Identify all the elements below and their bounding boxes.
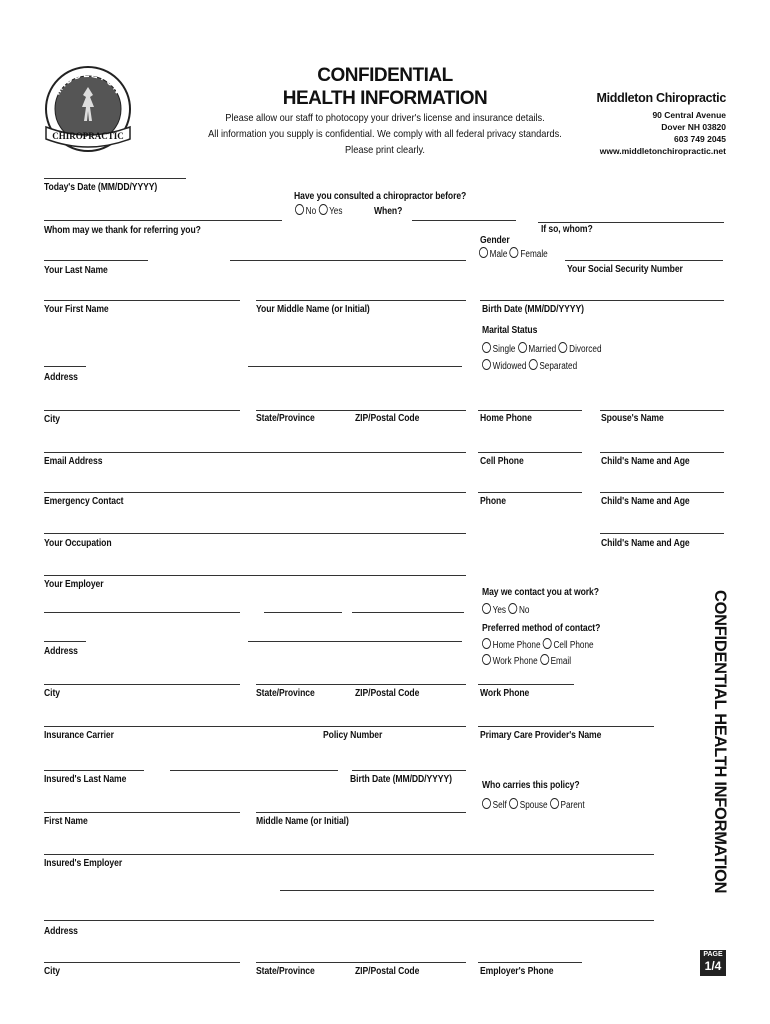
side-title: CONFIDENTIAL HEALTH INFORMATION: [711, 590, 729, 894]
consulted-label: Have you consulted a chiropractor before?: [294, 190, 467, 202]
zip-label: ZIP/Postal Code: [355, 412, 420, 424]
insured-zip-label: ZIP/Postal Code: [355, 965, 420, 977]
radio-icon[interactable]: [482, 342, 491, 353]
child1-label: Child's Name and Age: [601, 455, 690, 467]
radio-icon[interactable]: [510, 247, 519, 258]
radio-icon[interactable]: [529, 359, 538, 370]
insured-city-label: City: [44, 965, 60, 977]
if-so-whom-label: If so, whom?: [541, 223, 593, 235]
radio-icon[interactable]: [295, 204, 304, 215]
home-phone-label: Home Phone: [480, 412, 532, 424]
preferred-options-row1[interactable]: Home Phone Cell Phone: [482, 638, 594, 651]
radio-icon[interactable]: [482, 359, 491, 370]
insurance-carrier-label: Insurance Carrier: [44, 729, 114, 741]
city-label: City: [44, 413, 60, 425]
primary-care-label: Primary Care Provider's Name: [480, 729, 602, 741]
insured-address-label: Address: [44, 925, 78, 937]
employer-city-label: City: [44, 687, 60, 699]
clinic-info: Middleton Chiropractic 90 Central Avenue Dover NH 03820 603 749 2045 www.middletonchiropractic.net: [596, 91, 726, 156]
birth-date-label: Birth Date (MM/DD/YYYY): [482, 303, 584, 315]
marital-options-row2[interactable]: Widowed Separated: [482, 359, 577, 372]
state-label: State/Province: [256, 412, 315, 424]
child2-label: Child's Name and Age: [601, 495, 690, 507]
radio-icon[interactable]: [550, 798, 559, 809]
address-label: Address: [44, 371, 78, 383]
page-badge: PAGE 1/4: [700, 950, 726, 976]
emergency-contact-label: Emergency Contact: [44, 495, 124, 507]
gender-label: Gender: [480, 234, 510, 246]
radio-icon[interactable]: [518, 342, 527, 353]
insured-employer-label: Insured's Employer: [44, 857, 123, 869]
ssn-label: Your Social Security Number: [567, 263, 683, 275]
contact-at-work-label: May we contact you at work?: [482, 586, 599, 598]
when-label: When?: [374, 205, 403, 217]
who-carries-label: Who carries this policy?: [482, 779, 580, 791]
work-phone-label: Work Phone: [480, 687, 530, 699]
todays-date-label: Today's Date (MM/DD/YYYY): [44, 181, 158, 193]
logo-top-text: MIDDLETON: [51, 68, 125, 98]
gender-options[interactable]: Male Female: [479, 247, 548, 260]
insured-first-name-label: First Name: [44, 815, 88, 827]
intro-text: Please allow our staff to photocopy your driver's license and insurance details. All information you supply is confidential. We comply with all federal privacy standards. Please print clearly.: [208, 112, 562, 156]
radio-icon[interactable]: [482, 638, 491, 649]
radio-icon[interactable]: [543, 638, 552, 649]
radio-icon[interactable]: [482, 798, 491, 809]
middle-name-label: Your Middle Name (or Initial): [256, 303, 370, 315]
email-label: Email Address: [44, 455, 103, 467]
radio-icon[interactable]: [540, 654, 549, 665]
radio-icon[interactable]: [508, 603, 517, 614]
insured-middle-name-label: Middle Name (or Initial): [256, 815, 349, 827]
employer-zip-label: ZIP/Postal Code: [355, 687, 420, 699]
contact-work-options[interactable]: Yes No: [482, 603, 529, 616]
radio-icon[interactable]: [318, 204, 327, 215]
employer-address-label: Address: [44, 645, 78, 657]
phone-label: Phone: [480, 495, 506, 507]
occupation-label: Your Occupation: [44, 537, 112, 549]
carrier-options[interactable]: Self Spouse Parent: [482, 798, 585, 811]
child3-label: Child's Name and Age: [601, 537, 690, 549]
radio-icon[interactable]: [479, 247, 488, 258]
radio-icon[interactable]: [509, 798, 518, 809]
employer-label: Your Employer: [44, 578, 104, 590]
marital-status-label: Marital Status: [482, 324, 538, 336]
marital-options-row1[interactable]: Single Married Divorced: [482, 342, 602, 355]
employer-phone-label: Employer's Phone: [480, 965, 554, 977]
cell-phone-label: Cell Phone: [480, 455, 524, 467]
insured-birth-date-label: Birth Date (MM/DD/YYYY): [350, 773, 452, 785]
spouse-name-label: Spouse's Name: [601, 412, 664, 424]
insured-state-label: State/Province: [256, 965, 315, 977]
preferred-options-row2[interactable]: Work Phone Email: [482, 654, 571, 667]
radio-icon[interactable]: [482, 603, 491, 614]
clinic-logo: [44, 65, 132, 153]
policy-number-label: Policy Number: [323, 729, 383, 741]
preferred-contact-label: Preferred method of contact?: [482, 622, 601, 634]
employer-state-label: State/Province: [256, 687, 315, 699]
logo-banner-text: CHIROPRACTIC: [52, 131, 124, 141]
radio-icon[interactable]: [558, 342, 567, 353]
first-name-label: Your First Name: [44, 303, 109, 315]
radio-icon[interactable]: [482, 654, 491, 665]
consulted-options[interactable]: No Yes: [295, 204, 342, 217]
referral-label: Whom may we thank for referring you?: [44, 224, 201, 236]
last-name-label: Your Last Name: [44, 264, 108, 276]
page-title: CONFIDENTIAL HEALTH INFORMATION: [282, 65, 488, 109]
insured-last-name-label: Insured's Last Name: [44, 773, 127, 785]
